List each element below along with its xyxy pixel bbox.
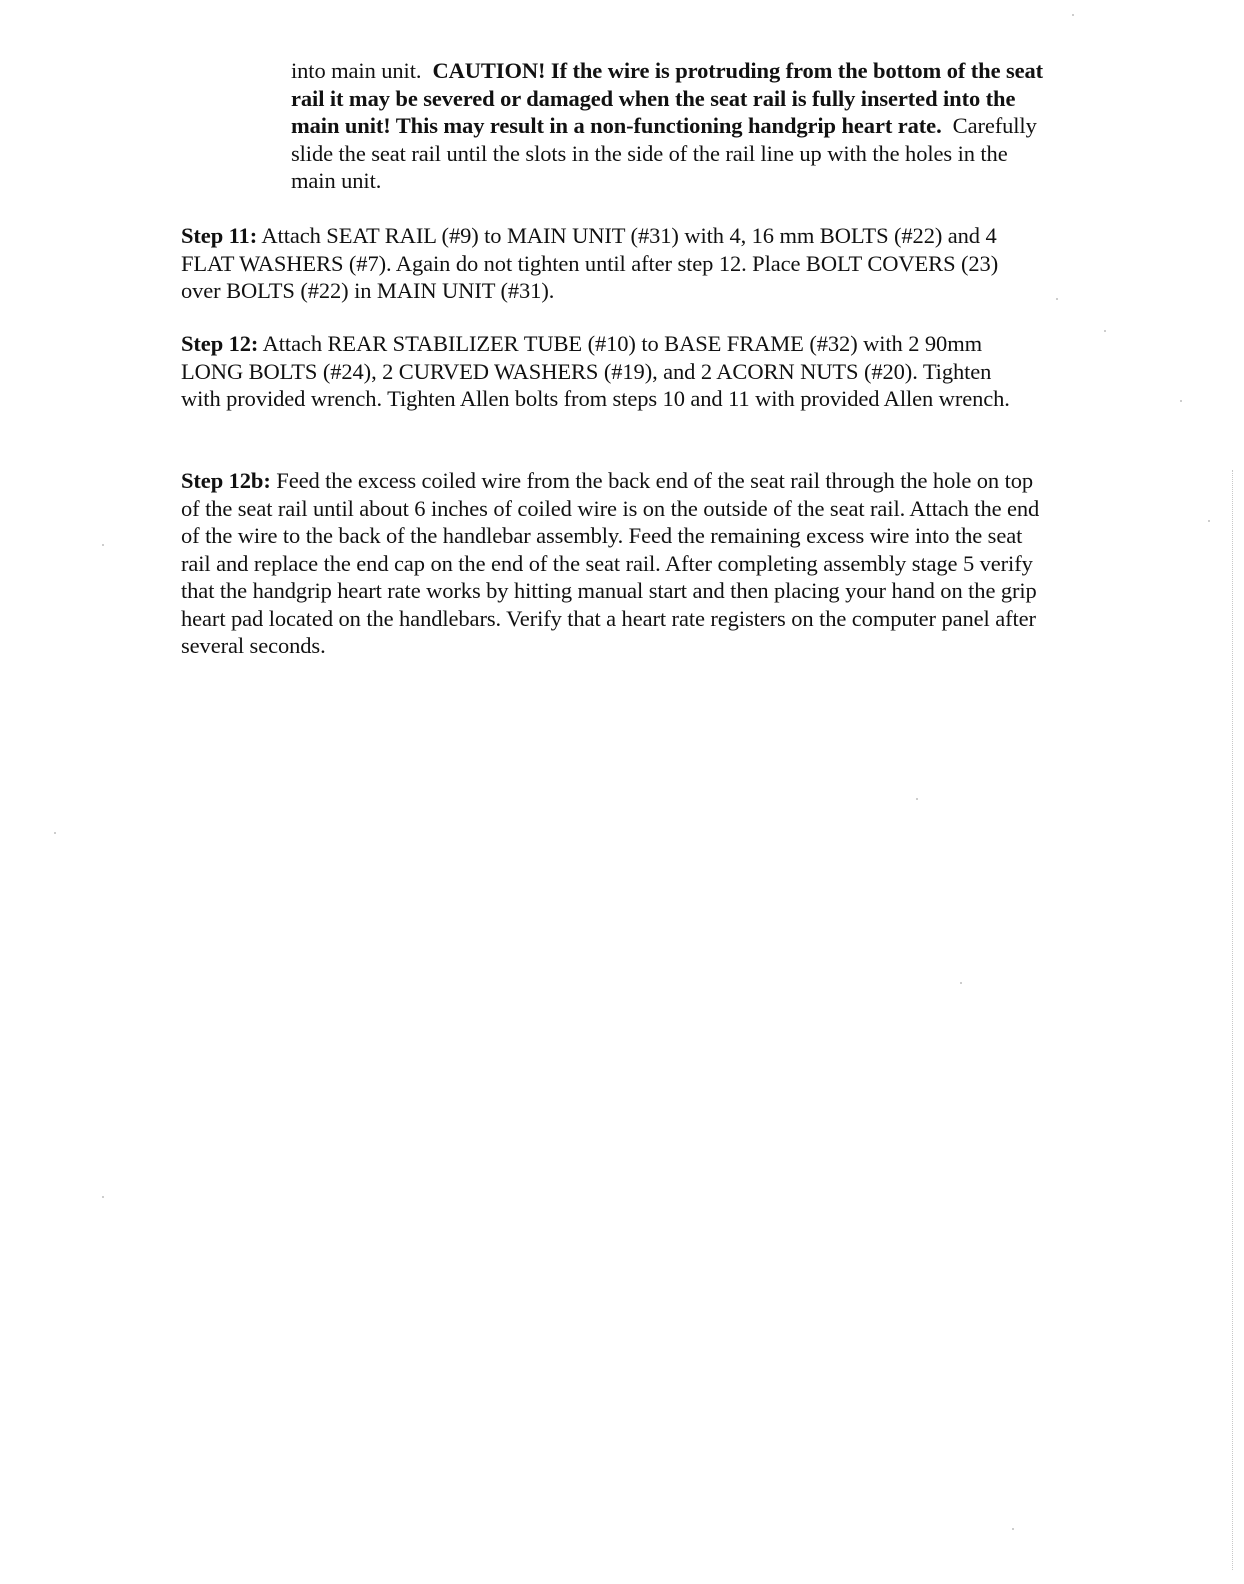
step-12-text: Attach REAR STABILIZER TUBE (#10) to BASE FRAME (#32) with 2 90mm LONG BOLTS (#24), 2 CURVED WASHERS (#19), and 2 ACORN NUTS (#20). Tighten with provided wrench. Tighten Allen bolts from steps 10 and 11 with provided Allen wrench. bbox=[181, 331, 1010, 411]
scan-speck bbox=[102, 1196, 104, 1198]
step-11-text: Attach SEAT RAIL (#9) to MAIN UNIT (#31) with 4, 16 mm BOLTS (#22) and 4 FLAT WASHERS (#7). Again do not tighten until after step 12. Place BOLT COVERS (23) over BOLTS (#22) in MAIN UNIT (#31). bbox=[181, 223, 999, 303]
scan-speck bbox=[1104, 330, 1106, 332]
scan-speck bbox=[1056, 298, 1058, 300]
scan-edge-line bbox=[1232, 470, 1234, 1570]
step-12b-text: Feed the excess coiled wire from the back end of the seat rail through the hole on top of the seat rail until about 6 inches of coiled wire is on the outside of the seat rail. Attach the end of the wire to the back of the handlebar assembly. Feed the remaining excess wire into the seat rail and replace the end cap on the end of the seat rail. After completing assembly stage 5 verify that the handgrip heart rate works by hitting manual start and then placing your hand on the grip heart pad located on the handlebars. Verify that a heart rate registers on the computer panel after several seconds. bbox=[181, 468, 1040, 658]
step-12b-label: Step 12b: bbox=[181, 468, 271, 493]
step-12b-paragraph bbox=[181, 467, 1041, 660]
step-12-label: Step 12: bbox=[181, 331, 259, 356]
scan-speck bbox=[1208, 520, 1210, 522]
step-12-paragraph bbox=[181, 330, 1031, 413]
scan-speck bbox=[1072, 14, 1074, 16]
scan-speck bbox=[102, 544, 104, 546]
caution-warning: CAUTION! If the wire is protruding from the bottom of the seat rail it may be severed or damaged when the seat rail is fully inserted into the main unit! This may result in a non-functioning handgrip heart rate. bbox=[291, 58, 1044, 138]
continued-trail-text: Carefully slide the seat rail until the slots in the side of the rail line up with the holes in the main unit. bbox=[291, 113, 1037, 193]
scan-speck bbox=[1180, 400, 1182, 402]
scan-speck bbox=[960, 982, 962, 984]
scan-speck bbox=[1012, 1528, 1014, 1530]
step-11-label: Step 11: bbox=[181, 223, 258, 248]
scan-speck bbox=[54, 832, 56, 834]
scan-speck bbox=[916, 798, 918, 800]
step-11-paragraph bbox=[181, 222, 1031, 305]
continued-lead-text: into main unit. bbox=[291, 58, 422, 83]
continued-paragraph bbox=[291, 57, 1056, 195]
